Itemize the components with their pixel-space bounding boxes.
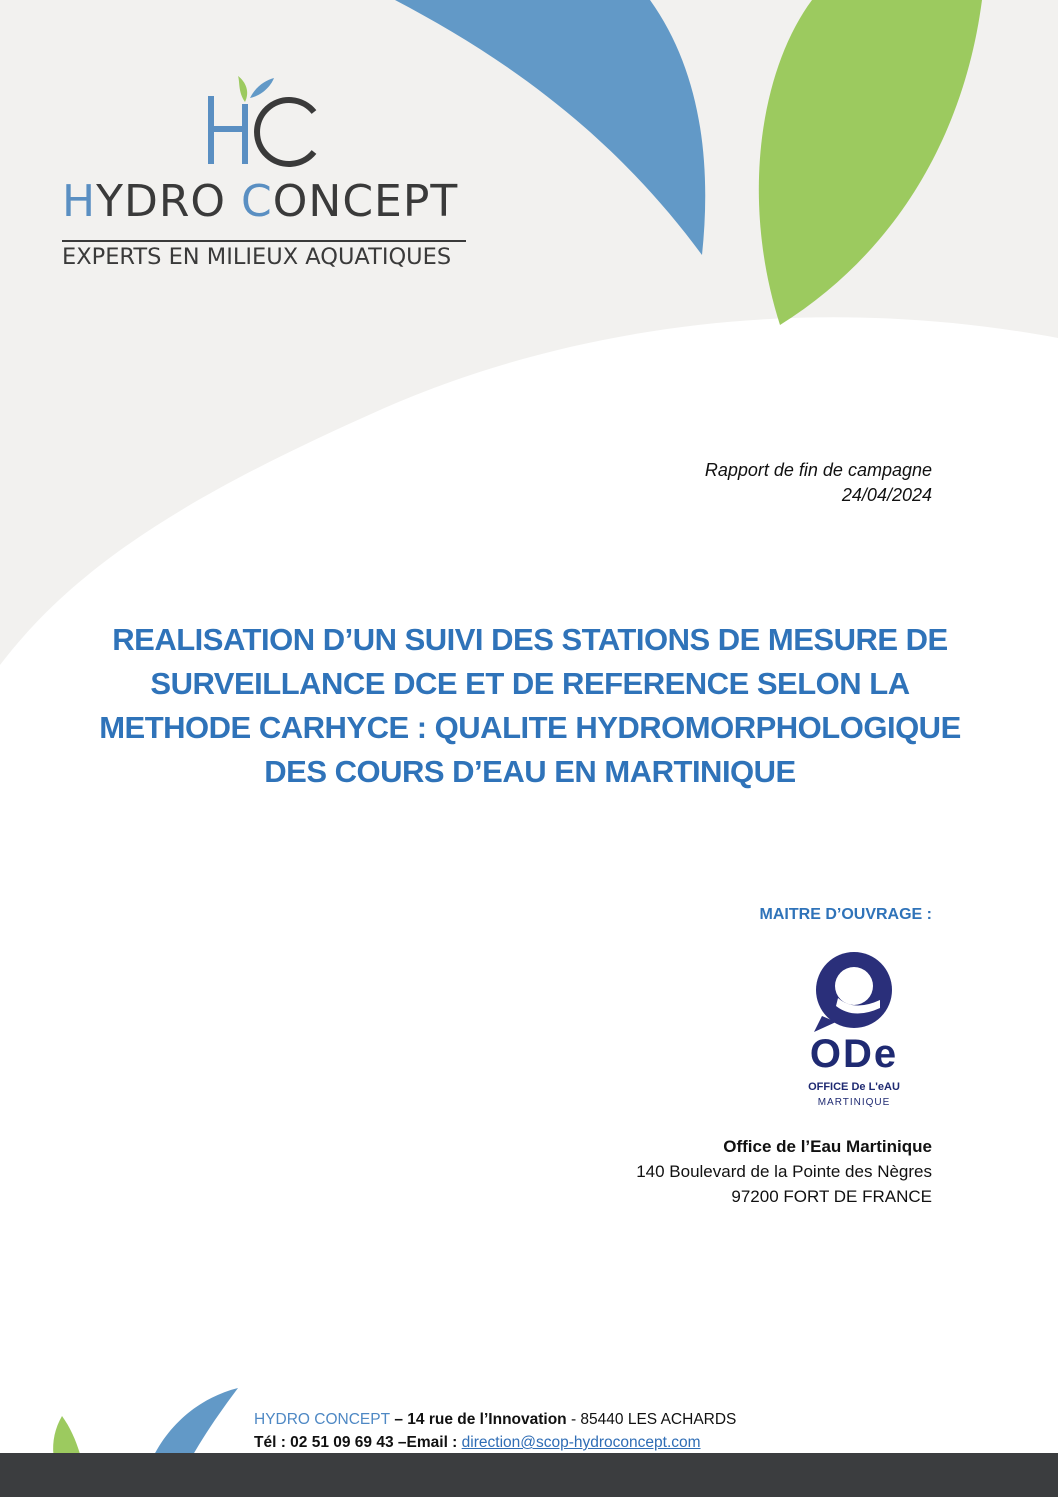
report-type: Rapport de fin de campagne <box>704 460 932 480</box>
report-meta <box>705 458 932 508</box>
c-letter <box>257 100 314 164</box>
footer-company: HYDRO CONCEPT <box>254 1411 391 1428</box>
client-address-line1: 140 Boulevard de la Pointe des Nègres <box>636 1162 932 1181</box>
document-title: REALISATION D’UN SUIVI DES STATIONS DE MESURE DE SURVEILLANCE DCE ET DE REFERENCE SELON LA METHODE CARHYCE : QUALITE HYDROMORPHOLOGIQUE DES COURS D’EAU EN MARTINIQUE <box>99 622 961 789</box>
ode-logo <box>776 940 932 1130</box>
footer-email-link[interactable]: direction@scop-hydroconcept.com <box>461 1434 701 1451</box>
footer-address-rest: - 85440 LES ACHARDS <box>566 1411 737 1428</box>
green-leaf-icon <box>238 76 247 102</box>
maitre-ouvrage-label: MAITRE D’OUVRAGE : <box>759 906 932 923</box>
hydro-concept-logo <box>60 68 480 278</box>
ode-logo-line1: OFFICE De L'eAU <box>808 1081 900 1093</box>
logo-tagline: EXPERTS EN MILIEUX AQUATIQUES <box>62 244 452 270</box>
footer-line2 <box>254 1431 736 1454</box>
report-date: 24/04/2024 <box>841 485 932 505</box>
footer-address: – 14 rue de l’Innovation <box>390 1411 567 1428</box>
blue-leaf-icon <box>250 78 274 98</box>
h-right-stem <box>242 104 248 164</box>
footer-bar <box>0 1453 1058 1497</box>
logo-divider <box>62 240 466 242</box>
footer-line1 <box>254 1408 736 1431</box>
ode-speech-bubble-icon <box>776 940 932 1040</box>
footer-contact <box>254 1408 736 1454</box>
client-name: Office de l’Eau Martinique <box>723 1137 932 1156</box>
client-address <box>636 1134 932 1209</box>
ode-logo-letters: ODe <box>809 1032 899 1076</box>
hc-monogram <box>200 68 360 178</box>
footer-phone: Tél : 02 51 09 69 43 –Email : <box>254 1434 458 1451</box>
client-address-line2: 97200 FORT DE FRANCE <box>731 1187 932 1206</box>
logo-company-name: HYDRO CONCEPT <box>62 176 459 227</box>
ode-logo-line2: MARTINIQUE <box>817 1097 891 1108</box>
